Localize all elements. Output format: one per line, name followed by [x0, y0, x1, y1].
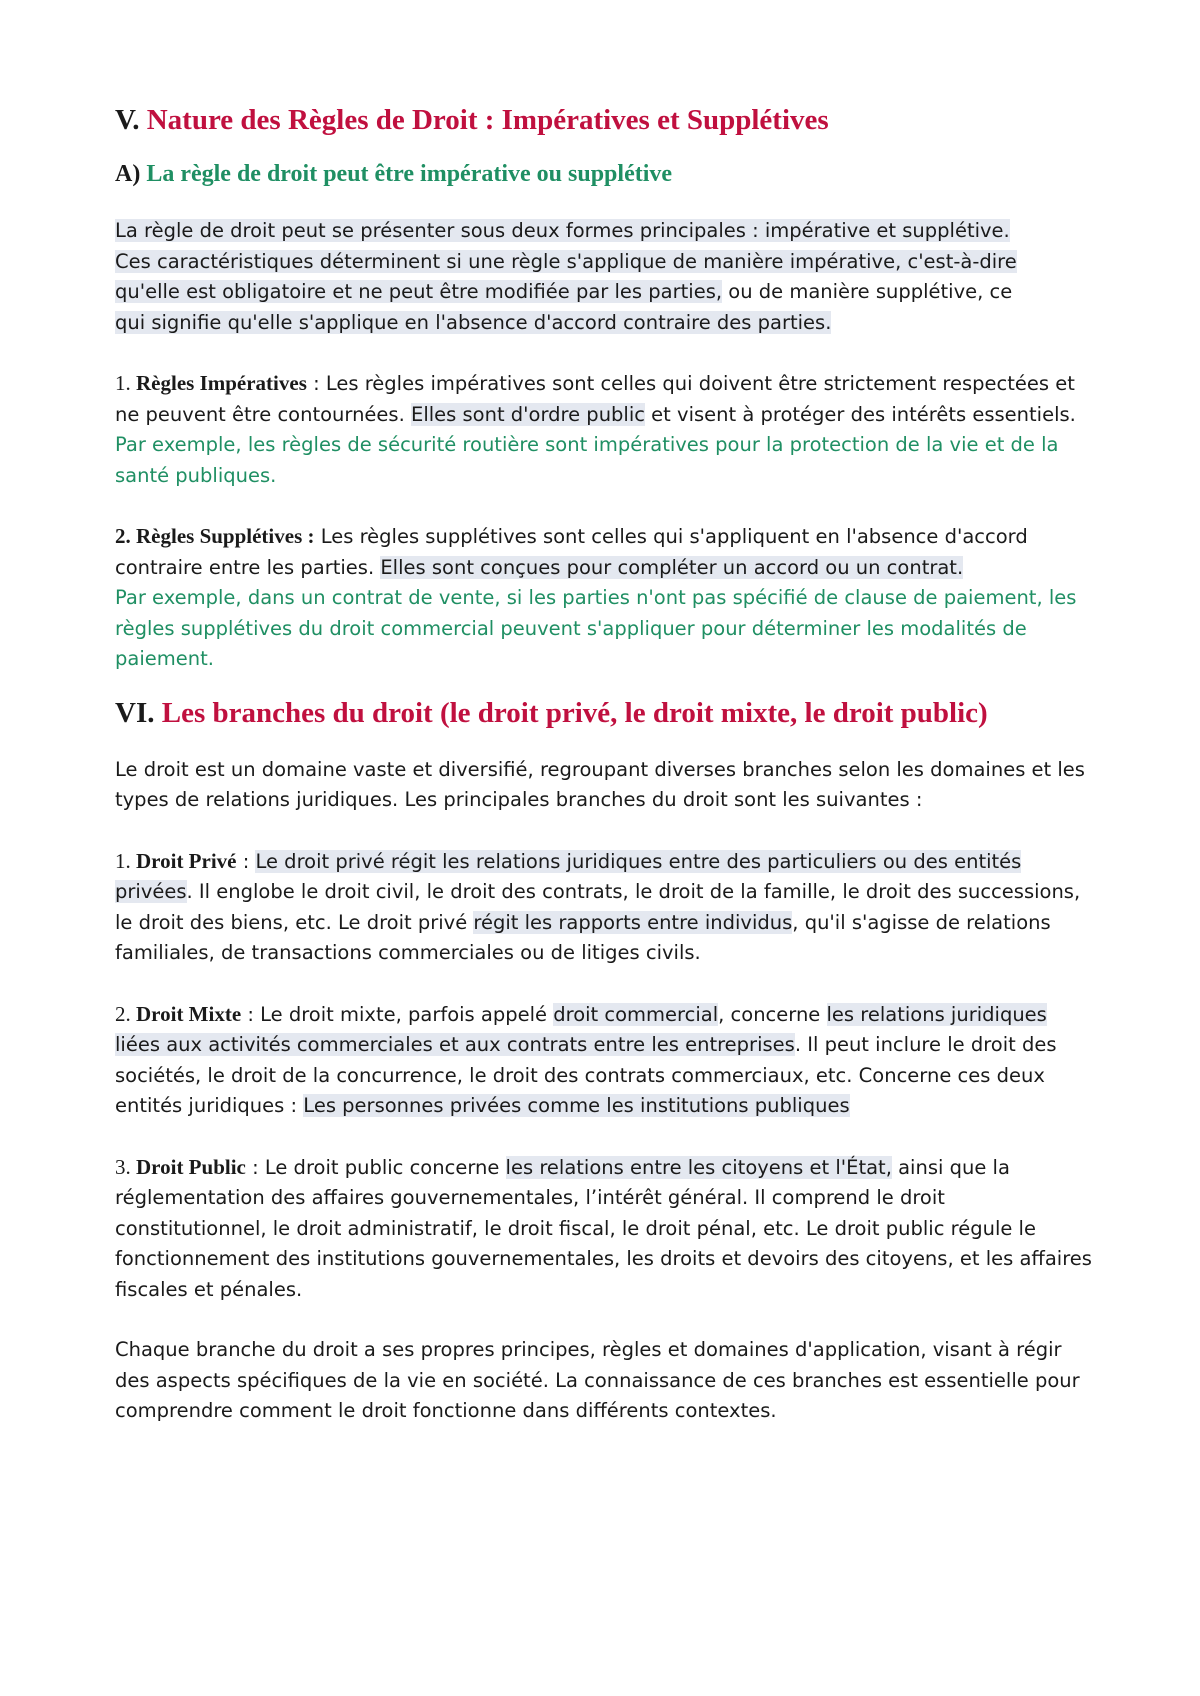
droit-public-paragraph	[115, 1152, 1095, 1306]
droit-prive-term: Droit Privé	[136, 848, 237, 873]
droit-prive-text-1: . Il englobe le droit civil, le droit des contrats, le droit de la famille, le droit des successions, le droit des biens, etc. Le droit privé	[115, 880, 1081, 934]
section-number: V.	[115, 104, 140, 136]
intro-line-1: La règle de droit peut se présenter sous deux formes principales : impérative et supplétive.	[115, 219, 1010, 242]
intro-line-2: Ces caractéristiques déterminent si une règle s'applique de manière impérative, c'est-à-dire	[115, 249, 1017, 273]
intro-paragraph	[115, 216, 1095, 338]
section-title: Nature des Règles de Droit : Impératives et Supplétives	[146, 104, 829, 136]
imperatives-paragraph	[115, 368, 1095, 430]
imperatives-text: Les règles impératives sont celles qui doivent être strictement respectées et ne peuvent être contournées.	[115, 372, 1075, 426]
item-number: 2.	[115, 1001, 136, 1026]
droit-prive-highlight-2: régit les rapports entre individus	[473, 910, 793, 934]
section-number: VI.	[115, 696, 155, 729]
subsection-number: A)	[115, 161, 141, 187]
droit-mixte-text-1: Le droit mixte, parfois appelé	[260, 1002, 554, 1026]
intro-line-3b: ou de manière supplétive, ce	[722, 280, 1013, 303]
imperatives-highlight: Elles sont d'ordre public	[411, 402, 645, 426]
term-separator: :	[241, 1002, 261, 1026]
subsection-a-heading	[115, 158, 1095, 190]
section-title: Les branches du droit (le droit privé, le droit mixte, le droit public)	[161, 696, 988, 729]
term-separator: :	[236, 849, 256, 873]
document-body	[115, 100, 1095, 1427]
droit-mixte-highlight-1: droit commercial	[553, 1002, 719, 1026]
suppletives-term: 2. Règles Supplétives :	[115, 524, 315, 548]
droit-mixte-highlight-2: les relations juridiques liées aux activités commerciales et aux contrats entre les entreprises	[115, 1002, 1047, 1056]
term-separator: :	[245, 1155, 265, 1179]
section-vi-heading	[115, 693, 1095, 733]
suppletives-highlight: Elles sont conçues pour compléter un accord ou un contrat.	[380, 555, 964, 579]
subsection-title: La règle de droit peut être impérative ou supplétive	[146, 161, 673, 187]
droit-mixte-text-2: , concerne	[718, 1002, 827, 1026]
intro-line-4: qui signifie qu'elle s'applique en l'absence d'accord contraire des parties.	[115, 310, 832, 334]
conclusion-paragraph: Chaque branche du droit a ses propres principes, règles et domaines d'application, visant à régir des aspects spécifiques de la vie en société. La connaissance de ces branches est essentielle pour comprendre comment le droit fonctionne dans différents contextes.	[115, 1338, 1080, 1422]
droit-prive-text-2: , qu'il s'agisse de relations familiales, de transactions commerciales ou de litiges civils.	[115, 910, 1051, 964]
droit-public-text-2: ainsi que la réglementation des affaires gouvernementales, l’intérêt général. Il comprend le droit constitutionnel, le droit administratif, le droit fiscal, le droit pénal, etc. Le droit public régule le fonctionnement des institutions gouvernementales, les droits et devoirs des citoyens, et les affaires fiscales et pénales.	[115, 1155, 1092, 1301]
imperatives-term: Règles Impératives	[136, 371, 307, 395]
imperatives-text-end: et visent à protéger des intérêts essentiels.	[644, 402, 1076, 426]
branches-intro: Le droit est un domaine vaste et diversifié, regroupant diverses branches selon les domaines et les types de relations juridiques. Les principales branches du droit sont les suivantes :	[115, 757, 1085, 811]
droit-prive-paragraph	[115, 846, 1095, 969]
item-number: 1.	[115, 848, 136, 873]
suppletives-text: Les règles supplétives sont celles qui s'appliquent en l'absence d'accord contraire entre les parties.	[115, 525, 1028, 579]
section-v-heading	[115, 100, 1095, 140]
item-number: 1.	[115, 371, 136, 395]
item-number: 3.	[115, 1154, 136, 1179]
droit-mixte-term: Droit Mixte	[136, 1001, 242, 1026]
droit-public-text-1: Le droit public concerne	[264, 1155, 506, 1179]
droit-prive-highlight-1: Le droit privé régit les relations juridiques entre des particuliers ou des entités privées	[115, 849, 1022, 903]
suppletives-example: Par exemple, dans un contrat de vente, si les parties n'ont pas spécifié de clause de paiement, les règles supplétives du droit commercial peuvent s'appliquer pour déterminer les modalités de paiement.	[115, 586, 1077, 670]
term-separator: :	[306, 372, 326, 395]
suppletives-paragraph	[115, 521, 1095, 583]
imperatives-example: Par exemple, les règles de sécurité routière sont impératives pour la protection de la vie et de la santé publiques.	[115, 433, 1059, 487]
droit-mixte-paragraph	[115, 999, 1095, 1122]
droit-mixte-highlight-3: Les personnes privées comme les institutions publiques	[303, 1094, 850, 1117]
intro-line-3: qu'elle est obligatoire et ne peut être modifiée par les parties,	[115, 280, 723, 303]
droit-public-term: Droit Public	[136, 1154, 246, 1179]
droit-mixte-text-3: . Il peut inclure le droit des sociétés, le droit de la concurrence, le droit des contrats commerciaux, etc. Concerne ces deux entités juridiques :	[115, 1033, 1057, 1117]
droit-public-highlight: les relations entre les citoyens et l'État,	[505, 1155, 892, 1179]
